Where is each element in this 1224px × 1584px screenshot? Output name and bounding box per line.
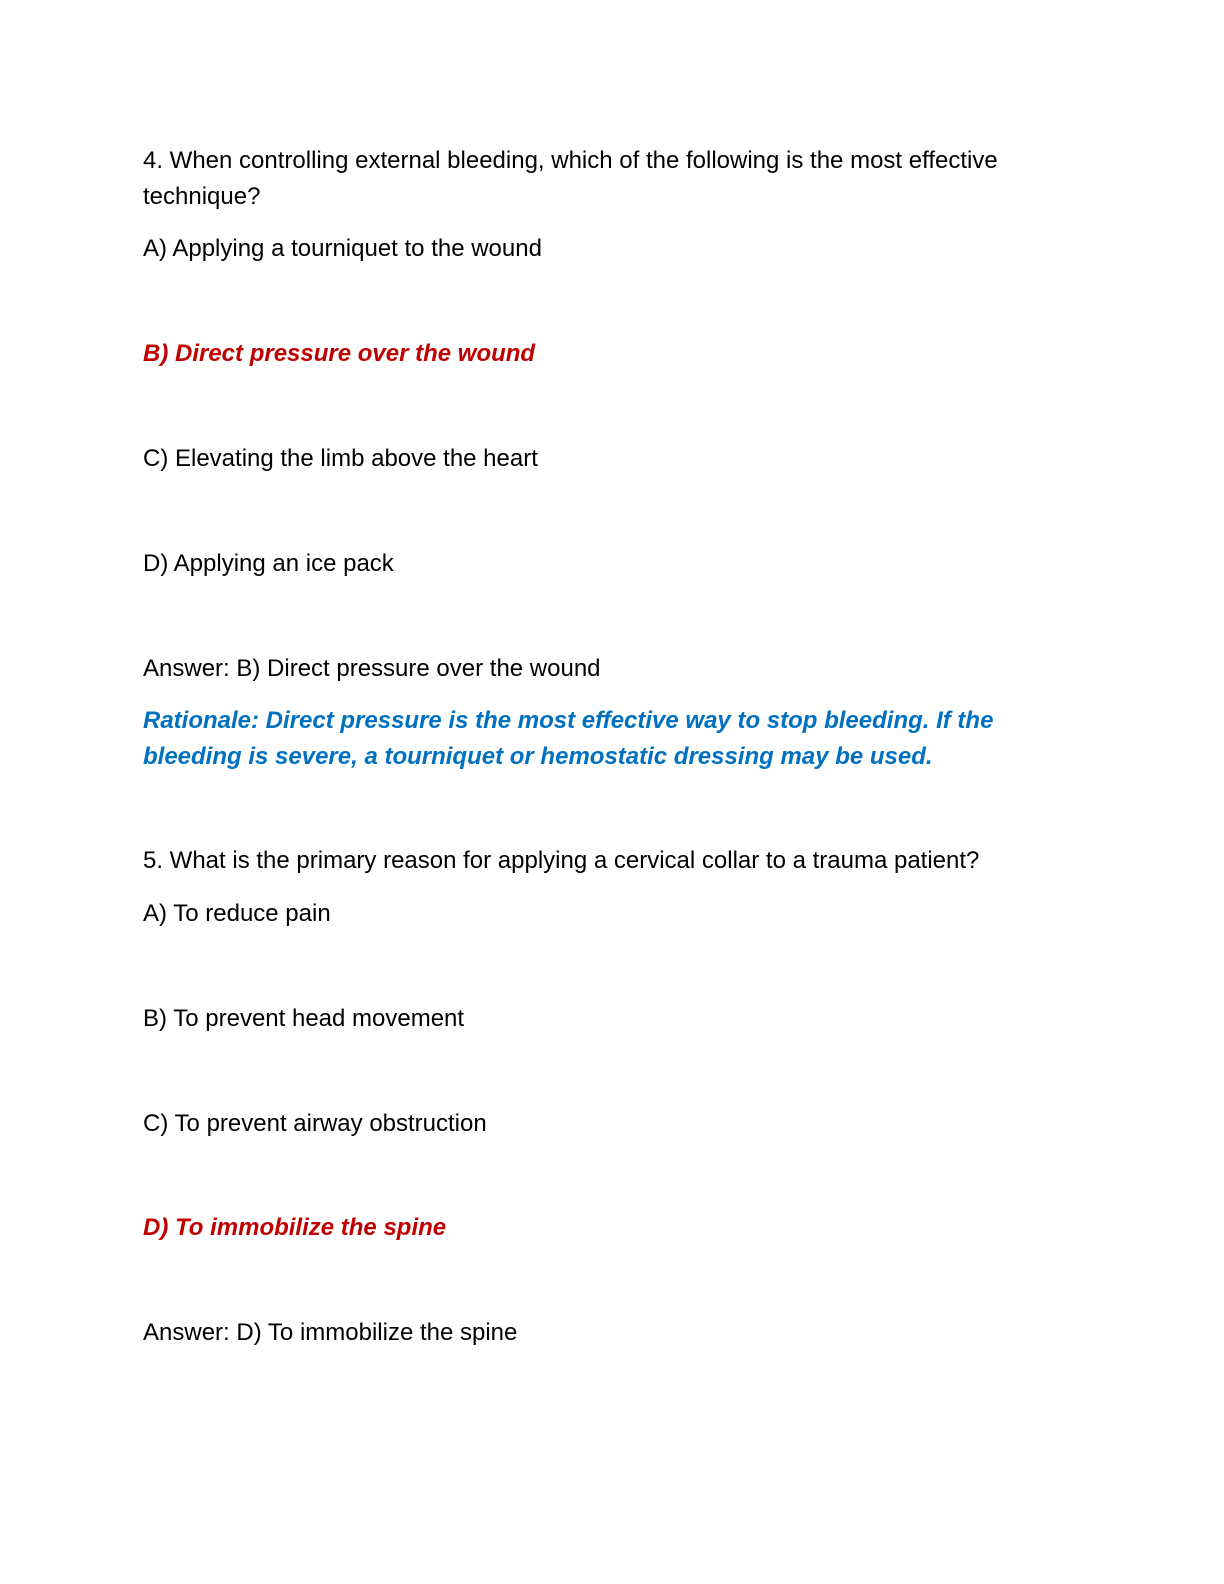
q5-option-b: B) To prevent head movement — [143, 1005, 465, 1032]
q5-answer: Answer: D) To immobilize the spine — [143, 1319, 518, 1346]
q4-rationale: Rationale: Direct pressure is the most effective way to stop bleeding. If the bleeding is severe, a tourniquet or hemostatic dressing may be used. — [143, 707, 994, 770]
q5-option-a: A) To reduce pain — [143, 900, 331, 927]
q5-option-c: C) To prevent airway obstruction — [143, 1110, 487, 1137]
q4-option-a: A) Applying a tourniquet to the wound — [143, 235, 542, 262]
q4-option-b-correct: B) Direct pressure over the wound — [143, 340, 536, 367]
q5-option-d-correct: D) To immobilize the spine — [143, 1214, 447, 1241]
q4-option-c: C) Elevating the limb above the heart — [143, 445, 538, 472]
q4-option-d: D) Applying an ice pack — [143, 550, 394, 577]
q4-question: 4. When controlling external bleeding, which of the following is the most effective technique? — [143, 147, 998, 210]
q4-answer: Answer: B) Direct pressure over the wound — [143, 655, 601, 682]
q5-question: 5. What is the primary reason for applying a cervical collar to a trauma patient? — [143, 847, 980, 874]
